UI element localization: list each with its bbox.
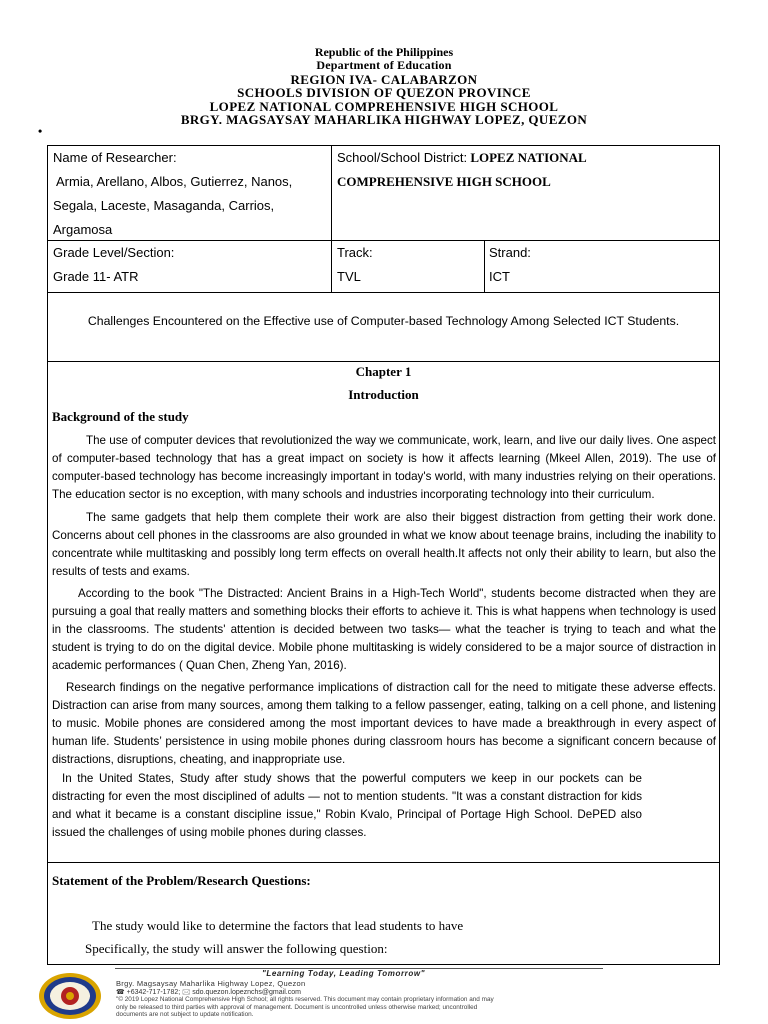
track-value: TVL [337, 269, 361, 284]
researcher-label: Name of Researcher: [53, 150, 177, 165]
school-name-part-2: COMPREHENSIVE HIGH SCHOOL [337, 174, 551, 189]
research-title: Challenges Encountered on the Effective use of Computer-based Technology Among Selected ICT Students. [87, 314, 680, 328]
body-paragraph-5: In the United States, Study after study shows that the powerful computers we keep in our pockets can be distracting for even the most disciplined of adults — not to mention students. "It was a constant distraction for kids and what it became is a constant discipline issue," Robin Kvalo, Principal of Portage High School. DePED also issued the challenges of using mobile phones during classes. [52, 772, 642, 839]
problem-line-1: The study would like to determine the factors that lead students to have [92, 918, 464, 933]
footer-contact: ☎ +6342-717-1782; 🖂 sdo.quezon.lopeznchs@gmail.com [116, 989, 301, 996]
letterhead-republic: Republic of the Philippines [314, 45, 454, 59]
grade-label: Grade Level/Section: [53, 245, 175, 260]
researcher-names-line-3: Argamosa [53, 222, 113, 237]
chapter-title: Introduction [348, 387, 419, 402]
strand-label: Strand: [489, 245, 531, 260]
track-cell [337, 241, 373, 289]
footer-copyright: "© 2019 Lopez National Comprehensive High School; all rights reserved. This document may contain proprietary information and may only be released to third parties with approval of management. Document is uncontrolled unless otherwise marked; uncontrolled documents are not subject to update notification. [116, 996, 494, 1019]
footer-motto: "Learning Today, Leading Tomorrow" [262, 969, 426, 978]
footer-address: Brgy. Magsaysay Maharlika Highway Lopez, Quezon [116, 979, 306, 988]
grade-value: Grade 11- ATR [53, 269, 139, 284]
problem-line-2: Specifically, the study will answer the following question: [85, 941, 388, 956]
researcher-names-line-1: Armia, Arellano, Albos, Gutierrez, Nanos, [56, 174, 293, 189]
column-divider [484, 240, 485, 292]
body-paragraph-4: Research findings on the negative performance implications of distraction call for the need to mitigate these adverse effects. Distraction can arise from many sources, among them talking to a fellow passenger, eating, talking on a cell phone, and listening to music. Mobile phones are considered among the most important devices to have made a breakthrough in every aspect of human life. Students’ persistence in using mobile phones during classroom hours has become a significant concern because of distractions, disruptions, cheating, and inappropriate use. [52, 681, 716, 766]
background-heading: Background of the study [52, 409, 189, 424]
letterhead-department: Department of Education [316, 58, 452, 73]
body-paragraph-3: According to the book "The Distracted: Ancient Brains in a High-Tech World", students become distracted when they are pursuing a goal that really matters and something blocks their efforts to achieve it. This is what happens when technology is used in the classrooms. The students' attention is decided between two tasks— what the teacher is trying to teach and what the student is trying to do on the digital device. Mobile phone multitasking is widely considered to be a major source of distraction in academic performances ( Quan Chen, Zheng Yan, 2016). [52, 587, 716, 672]
chapter-number: Chapter 1 [355, 364, 412, 379]
school-label: School/School District: [337, 150, 468, 165]
letterhead-division: SCHOOLS DIVISION OF QUEZON PROVINCE [237, 85, 531, 101]
school-name-part-1: LOPEZ NATIONAL [470, 150, 587, 165]
track-label: Track: [337, 245, 373, 260]
problem-heading: Statement of the Problem/Research Questions: [52, 873, 311, 888]
strand-cell [489, 241, 531, 289]
school-cell [337, 146, 587, 194]
letterhead-address: BRGY. MAGSAYSAY MAHARLIKA HIGHWAY LOPEZ, QUEZON [180, 112, 588, 128]
letterhead [0, 46, 768, 126]
stray-bullet: • [38, 124, 43, 138]
row-divider [47, 292, 720, 293]
school-seal-logo [38, 972, 102, 1020]
column-divider [331, 145, 332, 292]
grade-cell [53, 241, 174, 289]
strand-value: ICT [489, 269, 510, 284]
letterhead-school: LOPEZ NATIONAL COMPREHENSIVE HIGH SCHOOL [209, 98, 559, 114]
researcher-cell [53, 146, 292, 242]
researcher-names-line-2: Segala, Laceste, Masaganda, Carrios, [53, 198, 275, 213]
letterhead-region: REGION IVA- CALABARZON [290, 71, 478, 87]
row-divider [47, 862, 720, 863]
body-paragraph-2: The same gadgets that help them complete their work are also their biggest distraction from getting their work done. Concerns about cell phones in the classrooms are also grounded in what we know about teenage brains, including the inability to concentrate while multitasking and possibly long term effects on overall health.It affects not only their ability to learn, but also the results of tests and exams. [52, 511, 716, 578]
row-divider [47, 361, 720, 362]
body-paragraph-1: The use of computer devices that revolutionized the way we communicate, work, learn, and live our daily lives. One aspect of computer-based technology that has a great impact on society is how it affects learning (Mkeel Allen, 2019). The use of computer-based technology has become increasingly important in today's world, with many industries relying on their operations. The education sector is no exception, with many schools and industries incorporating technology into their curriculum. [52, 434, 716, 501]
